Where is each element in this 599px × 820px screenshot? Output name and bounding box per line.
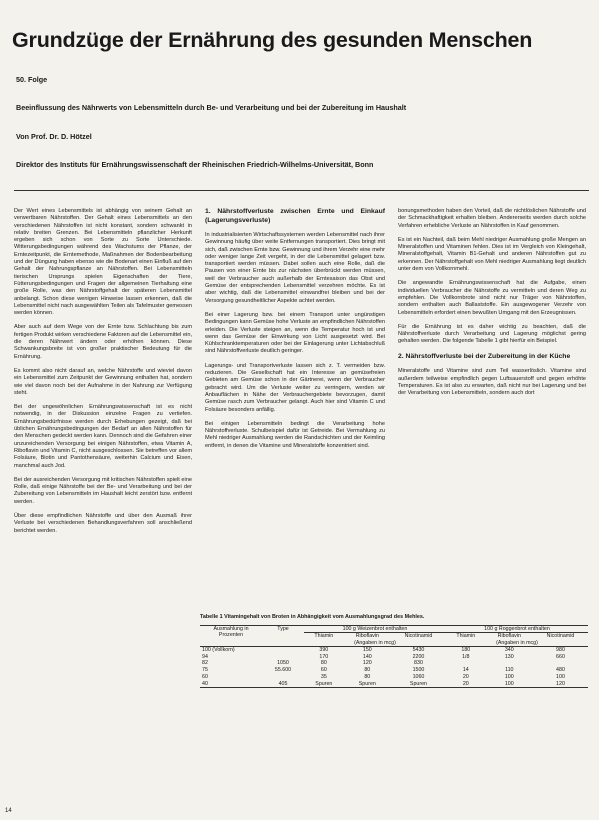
- table-cell: 180: [461, 647, 471, 653]
- paragraph: Bei der ungewöhnlichen Ernährungswissenschaft ist es nicht notwendig, in der Diskussion einzelne Fragen zu vertiefen. Ernährungsbedürfnisse werden durch Erhebungen gezeigt, daß bei üblichen Ernährungsbedingungen der Bedarf an allen Nährstoffen für den Menschen gedeckt werden kann. Dennoch sind die Gefahren einer unzureichenden Versorgung bei einigen Nährstoffen, etwa Vitamin A, Riboflavin und Vitamin C, nicht ausgeschlossen. Sie betreffen vor allem Folsäure, Biotin und Pantothensäure, weiterhin Calcium und Eisen, manchmal auch Jod.: [14, 404, 192, 469]
- header-divider: [14, 190, 589, 191]
- paragraph: In industrialisierten Wirtschaftssystemen werden Lebensmittel nach ihrer Gewinnung häufig über weite Entfernungen transportiert. Dies bringt mit sich, daß zwischen Ernte bzw. Gewinnung und ihrem Verzehr eine mehr oder weniger lange Zeit vergeht, in der die Lebensmittel gelagert bzw. transportiert werden müssen. Dabei sollen auch eine Rolle, daß die Pausen von einer Ernte bis zur nächsten überbrückt werden müssen, weil der Verbraucher auch außerhalb der Erntesaison das Obst und Gemüse der entsprechenden Lebensmittel verzehren möchte. Es ist aber wichtig, daß die Lebensmittel einwandfrei bleiben und bei der Versorgung gesundheitlicher Aspekte achtet werden.: [205, 232, 385, 304]
- affiliation-line: Direktor des Instituts für Ernährungswissenschaft der Rheinischen Friedrich-Wilhelms-Universität, Bonn: [16, 160, 374, 169]
- paragraph: Die angewandte Ernährungswissenschaft hat die Aufgabe, einen individuellen Verbraucher die Nährstoffe zu vermitteln und deren Weg zu empfehlen. Die Vollkornbrote sind nicht nur Träger von Nährstoffen, sondern enthalten auch Ballaststoffe. Ein ausgewogener Verzehr von Lebensmitteln erfordert einen bewußten Umgang mit den Erzeugnissen.: [398, 280, 586, 316]
- unit-note: (Angaben in mcg): [304, 640, 446, 647]
- table-cell: 80: [364, 667, 371, 674]
- group-header: 100 g Roggenbrot enthalten: [446, 625, 588, 633]
- paragraph: Lagerungs- und Transportverluste lassen sich z. T. vermeiden bzw. reduzieren. Die Gesellschaft hat ein Interesse an gemüsefreien Gebieten am Gemüse schon in der Gärtnerei, wenn der Verbraucher gebracht wird. Um die Verluste weiter zu verringern, werden wir Anbauflächen in Nähe der Verbrauchergebiete bevorzugen, damit Gemüse rasch zum Verbraucher gelangt. Auch hier sind Vitamin C und Folsäure besonders anfällig.: [205, 362, 385, 413]
- table-cell: 1050: [277, 660, 289, 667]
- paragraph: Aber auch auf dem Wege von der Ernte bzw. Schlachtung bis zum fertigen Produkt wirken verschiedene Faktoren auf die Lebensmittel ein, die deren Nährwert ändern oder erhöhen können. Diese Schwankungsbreite ist von großer praktischer Bedeutung für die Ernährung.: [14, 324, 192, 360]
- table-cell: 82: [202, 660, 208, 667]
- table-cell: 5430: [412, 647, 425, 653]
- table-row: [200, 667, 588, 674]
- vitamin-table: [200, 625, 588, 689]
- column-header: Riboflavin: [497, 633, 521, 639]
- paragraph: Es ist ein Nachteil, daß beim Mehl niedriger Ausmahlung große Mengen an Mineralstoffen und Vitaminen fehlen. Dies ist im Vergleich von Kleingehalt, Mineralstoffgehalt, Vitamin B1-Gehalt und anderen Nährstoffen gut zu erkennen. Der Nährstoffgehalt von Mehl niedriger Ausmahlung liegt deutlich unter dem von Vollkornmehl.: [398, 236, 586, 273]
- table-cell: 100: [504, 680, 514, 687]
- paragraph: Bei einigen Lebensmitteln bedingt die Verarbeitung hohe Nährstoffverluste. Schulbeispiel dafür ist Getreide. Bei Vermahlung zu Mehl niedriger Ausmahlung werden die Randschichten und der Keimling entfernt, in denen die Vitamine und Mineralstoffe konzentriert sind.: [205, 420, 385, 449]
- table-cell: 980: [556, 647, 565, 653]
- table-cell: 60: [320, 667, 327, 674]
- table-cell: 120: [362, 660, 372, 667]
- table-cell: [262, 654, 304, 661]
- table-cell: 660: [556, 653, 565, 660]
- body-column-3: [398, 208, 586, 608]
- column-header: Type: [262, 625, 304, 647]
- table-row: [200, 660, 588, 667]
- table-cell: 100: [556, 673, 565, 680]
- unit-note: (Angaben in mcg): [446, 640, 588, 647]
- table-cell: 130: [504, 653, 514, 660]
- paragraph: Über diese empfindlichen Nährstoffe und über den Ausmaß ihrer Verluste bei verschiedenen Behandlungsverfahren soll anschließend berichtet werden.: [14, 512, 192, 534]
- table-cell: 40: [202, 680, 208, 687]
- table-cell: 1/8: [462, 653, 470, 660]
- table-cell: [262, 674, 304, 681]
- paragraph: Bei einer Lagerung bzw. bei einem Transport unter ungünstigen Bedingungen kann Gemüse hohe Verluste an empfindlichen Nährstoffen erleiden. Die Verluste steigen an, wenn die Temperatur hoch ist und wenn das Gemüse der Einwirkung von Licht ausgesetzt wird. Bei Kühlschranktemperaturen oder bei der Einlagerung unter Lichtabschluß sind Nährstoffverluste deutlich geringer.: [205, 311, 385, 355]
- body-column-2: [205, 208, 385, 608]
- table-caption: Tabelle 1 Vitamingehalt von Broten in Abhängigkeit vom Ausmahlungsgrad des Mehles.: [200, 614, 425, 620]
- table-cell: 75: [202, 667, 208, 674]
- table-cell: 100: [504, 673, 514, 680]
- column-header: Thiamin: [314, 633, 334, 639]
- table-cell: 110: [505, 667, 514, 674]
- table-cell: 120: [556, 680, 565, 687]
- table-cell: Spuren: [315, 680, 333, 687]
- table-cell: [486, 660, 533, 667]
- table-cell: 1500: [412, 667, 425, 674]
- body-column-1: [14, 208, 192, 806]
- column-header: Ausmahlung in Prozenten: [200, 625, 262, 647]
- table-cell: 150: [362, 647, 372, 653]
- section-heading: 1. Nährstoffverluste zwischen Ernte und Einkauf (Lagerungsverluste): [205, 208, 385, 224]
- table-cell: 405: [278, 680, 288, 687]
- table-row: [200, 681, 588, 688]
- table-cell: 94: [202, 653, 208, 660]
- paragraph: Für die Ernährung ist es daher wichtig zu beachten, daß die Nährstoffverluste durch Verarbeitung und Lagerung möglichst gering gehalten werden. Die folgende Tabelle 1 gibt hierfür ein Beispiel.: [398, 323, 586, 345]
- paragraph: Der Wert eines Lebensmittels ist abhängig von seinem Gehalt an verwertbaren Nährstoffen. Der Gehalt eines Lebensmittels an den verschiedenen Nährstoffen ist nicht konstant, sondern schwankt in relativ breiten Grenzen. Bei Lebensmitteln pflanzlicher Herkunft ergeben sich schon von Sorte zu Sorte Unterschiede. Witterungsbedingungen während des Wachstums der Pflanze, der Erntezeitpunkt, die Erntemethode, Maßnahmen der Bodenbearbeitung und der Düngung haben ebenso wie die Bodenart einen Einfluß auf den Gehalt der Nahrungspflanze an Nährstoffen. Bei Lebensmitteln tierischen Ursprungs spielen Eigenschaften der Tiere, Fütterungsbedingungen und Fragen der allgemeinen Tierhaltung eine große Rolle, was den Nährstoffgehalt der späteren Lebensmittel anbelangt. Schon diese wenigen Hinweise lassen erkennen, daß die Lebensmittel nicht nach ausgewählten Teilen als Tafelmuster gemessen werden können.: [14, 208, 192, 317]
- table-cell: 170: [319, 653, 329, 660]
- article-subtitle: Beeinflussung des Nährwerts von Lebensmitteln durch Be- und Verarbeitung und bei der Zubereitung im Haushalt: [16, 103, 407, 112]
- table-cell: 1060: [412, 673, 425, 680]
- table-cell: [262, 647, 304, 654]
- paragraph: Mineralstoffe und Vitamine sind zum Teil wasserlöslich. Vitamine sind außerdem teilweise empfindlich gegen Luftsauerstoff und gegen erhöhte Temperaturen. Es ist also zu erwarten, daß nicht nur bei Lagerung und bei der Verarbeitung von Lebensmitteln, sondern auch dort: [398, 368, 586, 397]
- article-title: Grundzüge der Ernährung des gesunden Menschen: [12, 28, 533, 52]
- table-cell: 55.600: [274, 667, 292, 674]
- table-cell: 35: [320, 673, 327, 680]
- table-cell: 2200: [412, 653, 425, 660]
- table-cell: Spuren: [409, 680, 428, 687]
- table-cell: 60: [202, 673, 208, 680]
- paragraph: Bei der ausreichenden Versorgung mit kritischen Nährstoffen spielt eine Rolle, daß einige Nährstoffe bei der Be- und Verarbeitung und bei der Zubereitung von Lebensmitteln im Haushalt leicht zerstört bzw. entfernt werden.: [14, 476, 192, 505]
- column-header: Nicotinamid: [404, 633, 433, 639]
- table-cell: 20: [462, 680, 469, 687]
- table-cell: 14: [462, 667, 469, 674]
- section-heading: 2. Nährstoffverluste bei der Zubereitung in der Küche: [398, 352, 571, 360]
- table-cell: 80: [320, 660, 327, 667]
- column-header: Riboflavin: [355, 633, 379, 639]
- column-header: Nicotinamid: [546, 633, 575, 639]
- author-line: Von Prof. Dr. D. Hötzel: [16, 132, 92, 141]
- table-cell: 340: [504, 647, 514, 653]
- table-cell: 140: [362, 653, 372, 660]
- table-row: [200, 647, 588, 654]
- table-cell: [533, 660, 588, 667]
- table-cell: 80: [364, 673, 371, 680]
- table-cell: 390: [319, 647, 329, 653]
- series-number: 50. Folge: [16, 75, 48, 84]
- table-cell: [446, 660, 486, 667]
- group-header: 100 g Weizenbrot enthalten: [304, 625, 446, 633]
- table-cell: 20: [462, 673, 469, 680]
- table-row: [200, 654, 588, 661]
- table-row: [200, 674, 588, 681]
- paragraph: Es kommt also nicht darauf an, welche Nährstoffe und wieviel davon ein Lebensmittel zum Zeitpunkt der Gewinnung enthalten hat, sondern wie viel davon noch bei der Aufnahme in der Nahrung zur Verfügung steht.: [14, 367, 192, 396]
- table-cell: Spuren: [358, 680, 376, 687]
- page-number: 14: [5, 808, 12, 814]
- table-cell: 100 (Vollkorn): [202, 647, 235, 653]
- table-cell: 830: [414, 660, 423, 667]
- table-1: [200, 614, 588, 688]
- paragraph: bonungsmethoden haben den Vorteil, daß die nichtlöslichen Nährstoffe und der Schmackhaftigkeit erhalten bleiben. Andererseits werden durch solche Verfahren erhebliche Verluste an Nährstoffen in Kauf genommen.: [398, 208, 586, 229]
- column-header: Thiamin: [456, 633, 476, 639]
- table-cell: 480: [556, 667, 565, 674]
